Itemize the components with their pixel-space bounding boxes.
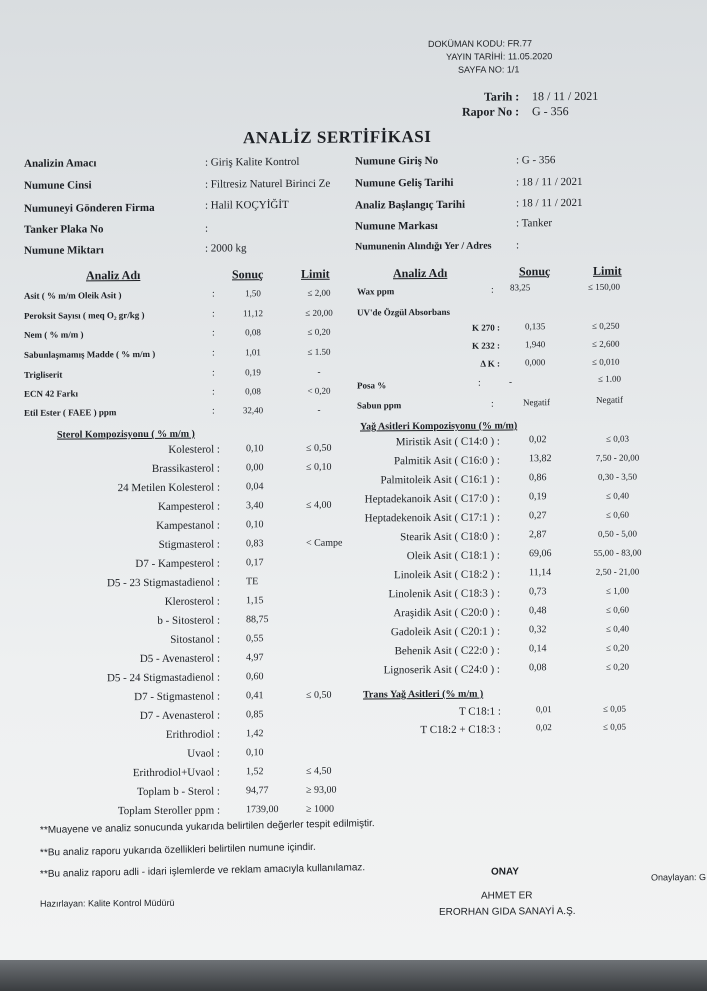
row-result: 0,02 — [529, 434, 547, 446]
row-limit: 0,50 - 5,00 — [598, 528, 637, 539]
row-result: 1,50 — [245, 288, 261, 299]
row-name: Sabun ppm — [357, 400, 402, 411]
row-name: Lignoserik Asit ( C24:0 ) : — [383, 663, 500, 677]
info-value: : 2000 kg — [205, 242, 247, 255]
row-result: TE — [246, 576, 259, 588]
row-result: 0,10 — [246, 747, 264, 759]
approval-heading: ONAY — [491, 866, 519, 878]
row-limit: ≤ 2,00 — [307, 287, 331, 298]
row-name: Stearik Asit ( C18:0 ) : — [400, 530, 500, 544]
row-limit: ≤ 0,60 — [606, 604, 629, 615]
row-result: 1,940 — [525, 339, 546, 350]
row-limit: ≤ 0,05 — [603, 721, 626, 732]
row-name: Klerosterol : — [164, 595, 220, 608]
row-limit: ≤ 4,50 — [306, 765, 332, 777]
row-name: Heptadekanoik Asit ( C17:0 ) : — [364, 492, 500, 506]
row-result: 0,14 — [529, 643, 547, 655]
row-limit: ≥ 93,00 — [306, 784, 337, 796]
row-result: 0,85 — [246, 709, 264, 721]
row-colon: : — [212, 405, 215, 417]
info-label: Numuneyi Gönderen Firma — [24, 201, 155, 215]
row-name: K 270 : — [472, 322, 500, 333]
row-result: 11,12 — [243, 308, 263, 319]
row-result: 0,135 — [525, 321, 546, 332]
date-label: Tarih : — [484, 89, 520, 104]
date-value: 18 / 11 / 2021 — [532, 88, 599, 104]
info-label: Numune Markası — [355, 219, 438, 233]
row-name: Linoleik Asit ( C18:2 ) : — [393, 568, 500, 582]
row-limit: ≤ 0,10 — [306, 461, 332, 473]
row-limit: 0,30 - 3,50 — [598, 471, 637, 482]
row-limit: ≥ 1000 — [306, 803, 334, 815]
row-name: Behenik Asit ( C22:0 ) : — [394, 644, 500, 658]
row-limit: < 0,20 — [307, 385, 331, 396]
row-name: Posa % — [357, 380, 387, 391]
row-result: 0,10 — [246, 519, 264, 531]
row-limit: < Campe — [306, 537, 343, 549]
row-result: 0,08 — [245, 386, 261, 397]
row-name: Erithrodiol : — [165, 728, 220, 741]
col-header-limit: Limit — [593, 263, 622, 278]
row-name: Palmitoleik Asit ( C16:1 ) : — [380, 473, 500, 487]
row-result: 0,00 — [246, 462, 264, 474]
row-colon: : — [212, 288, 215, 300]
row-name: Palmitik Asit ( C16:0 ) : — [393, 454, 500, 468]
signer-name: AHMET ER — [481, 890, 533, 902]
row-limit: ≤ 0,60 — [606, 509, 629, 520]
row-name: Sabunlaşmamış Madde ( % m/m ) — [24, 348, 156, 360]
row-name: Kampesterol : — [157, 500, 220, 513]
report-value: G - 356 — [532, 104, 569, 119]
col-header-limit: Limit — [301, 266, 330, 281]
row-limit: ≤ 0,40 — [606, 623, 629, 634]
row-name: Toplam Steroller ppm : — [117, 804, 220, 818]
row-result: 0,08 — [529, 662, 547, 674]
row-limit: ≤ 0,50 — [306, 689, 332, 701]
row-result: 1,01 — [245, 347, 261, 358]
report-label: Rapor No : — [462, 104, 520, 119]
row-colon: : — [491, 284, 494, 296]
page-title: ANALİZ SERTİFİKASI — [243, 126, 432, 148]
info-value: : — [516, 239, 520, 252]
row-name: Toplam b - Sterol : — [137, 785, 220, 799]
row-limit: ≤ 4,00 — [306, 499, 332, 511]
row-result: 83,25 — [510, 282, 531, 293]
row-result: Negatif — [523, 397, 550, 408]
info-value: : Halil KOÇYİĞİT — [205, 198, 289, 212]
row-name: Wax ppm — [357, 286, 395, 297]
row-name: Brassikasterol : — [151, 462, 220, 475]
info-label: Numune Geliş Tarihi — [355, 176, 454, 190]
info-value: : 18 / 11 / 2021 — [516, 196, 583, 210]
row-name: Sitostanol : — [170, 633, 220, 646]
fatty-acid-title: Yağ Asitleri Kompozisyonu (% m/m) — [360, 420, 518, 433]
uv-title: UV'de Özgül Absorbans — [357, 306, 451, 318]
row-limit: ≤ 2,600 — [592, 338, 620, 349]
row-result: 94,77 — [246, 785, 269, 797]
col-header-name: Analiz Adı — [86, 268, 141, 283]
row-limit: ≤ 0,20 — [606, 642, 629, 653]
row-result: 0,41 — [246, 690, 264, 702]
row-name: Heptadekenoik Asit ( C17:1 ) : — [364, 511, 500, 525]
doc-code: DOKÜMAN KODU: FR.77 — [428, 38, 533, 50]
row-result: 0,86 — [529, 472, 547, 484]
row-result: 0,27 — [529, 510, 547, 522]
row-limit: ≤ 0,05 — [603, 703, 626, 714]
row-limit: ≤ 1.00 — [598, 373, 621, 384]
row-limit: ≤ 0,250 — [592, 320, 620, 331]
row-colon: : — [478, 377, 481, 389]
row-result: 0,01 — [536, 704, 552, 715]
row-name: b - Sitosterol : — [157, 614, 220, 627]
row-colon: : — [491, 398, 494, 410]
row-limit: ≤ 0,50 — [306, 442, 332, 454]
row-colon: : — [212, 386, 215, 398]
row-result: 0,17 — [246, 557, 264, 569]
row-result: 4,97 — [246, 652, 264, 664]
info-label: Numunenin Alındığı Yer / Adres — [355, 240, 492, 253]
page-number: SAYFA NO: 1/1 — [458, 64, 520, 75]
row-result: - — [509, 376, 512, 387]
note-line: **Bu analiz raporu adli - idari işlemlerde ve reklam amacıyla kullanılamaz. — [39, 862, 366, 880]
row-limit: ≤ 1.50 — [307, 346, 331, 357]
row-name: Linolenik Asit ( C18:3 ) : — [388, 587, 500, 601]
row-result: 32,40 — [242, 405, 264, 416]
row-name: D7 - Avenasterol : — [139, 709, 220, 723]
row-result: 0,04 — [246, 481, 264, 493]
row-limit: Negatif — [596, 394, 623, 405]
col-header-name: Analiz Adı — [393, 265, 448, 281]
info-value: : Giriş Kalite Kontrol — [205, 155, 300, 169]
row-limit: 7,50 - 20,00 — [595, 452, 640, 463]
row-limit: ≤ 0,010 — [592, 356, 620, 367]
row-limit: ≤ 20,00 — [305, 307, 333, 318]
row-colon: : — [212, 308, 215, 320]
row-name: T C18:1 : — [459, 705, 501, 718]
row-name: Kampestanol : — [156, 519, 220, 532]
row-name: D5 - Avenasterol : — [139, 652, 220, 666]
info-label: Numune Miktarı — [24, 244, 104, 257]
row-limit: 55,00 - 83,00 — [593, 547, 642, 558]
row-name: Oleik Asit ( C18:1 ) : — [406, 549, 500, 563]
row-name: Δ K : — [480, 358, 500, 369]
row-result: 0,32 — [529, 624, 547, 636]
row-name: D5 - 24 Stigmastadienol : — [106, 671, 220, 685]
row-result: 0,55 — [246, 633, 264, 645]
row-result: 0,60 — [246, 671, 264, 683]
publish-date: YAYIN TARİHİ: 11.05.2020 — [446, 51, 553, 62]
row-limit: ≤ 150,00 — [588, 281, 620, 292]
row-result: 0,000 — [525, 357, 546, 368]
row-name: Araşidik Asit ( C20:0 ) : — [393, 606, 500, 620]
row-limit: ≤ 0,03 — [606, 433, 629, 444]
info-value: : Tanker — [516, 217, 552, 230]
row-name: Trigliserit — [24, 369, 63, 380]
prepared-by: Hazırlayan: Kalite Kontrol Müdürü — [40, 897, 175, 909]
row-colon: : — [212, 327, 215, 339]
row-name: T C18:2 + C18:3 : — [420, 723, 501, 737]
approver-label: Onaylayan: G — [651, 872, 707, 883]
info-label: Numune Giriş No — [355, 154, 439, 168]
row-result: 3,40 — [246, 500, 264, 512]
info-label: Analiz Başlangıç Tarihi — [355, 198, 466, 212]
row-limit: 2,50 - 21,00 — [595, 566, 640, 577]
row-name: Asit ( % m/m Oleik Asit ) — [24, 290, 122, 301]
row-colon: : — [212, 367, 215, 379]
row-result: 1,42 — [246, 728, 264, 740]
row-name: Nem ( % m/m ) — [24, 329, 84, 340]
row-name: Uvaol : — [187, 747, 220, 760]
row-name: Erithrodiol+Uvaol : — [132, 766, 220, 780]
row-name: ECN 42 Farkı — [24, 388, 78, 399]
row-result: 88,75 — [246, 614, 269, 626]
row-result: 0,08 — [245, 327, 261, 338]
row-limit: ≤ 0,20 — [606, 661, 629, 672]
row-limit: - — [317, 366, 321, 377]
row-result: 1,52 — [246, 766, 264, 778]
col-header-result: Sonuç — [232, 267, 264, 282]
row-result: 0,02 — [536, 722, 552, 733]
row-result: 0,73 — [529, 586, 547, 598]
row-name: Peroksit Sayısı ( meq O₂ gr/kg ) — [24, 309, 145, 321]
col-header-result: Sonuç — [519, 264, 551, 279]
row-limit: - — [317, 404, 321, 415]
row-name: D5 - 23 Stigmastadienol : — [106, 576, 220, 590]
row-name: Miristik Asit ( C14:0 ) : — [395, 435, 500, 449]
row-result: 0,10 — [246, 443, 264, 455]
row-name: Gadoleik Asit ( C20:1 ) : — [390, 625, 500, 639]
row-result: 1,15 — [246, 595, 264, 607]
sterol-title: Sterol Kompozisyonu ( % m/m ) — [57, 428, 195, 441]
row-name: Etil Ester ( FAEE ) ppm — [24, 407, 117, 418]
company-name: ERORHAN GIDA SANAYİ A.Ş. — [439, 905, 576, 918]
info-label: Analizin Amacı — [24, 157, 97, 170]
row-name: Stigmasterol : — [158, 538, 220, 551]
info-label: Tanker Plaka No — [24, 223, 104, 236]
info-value: : G - 356 — [516, 154, 556, 167]
row-limit: ≤ 0,40 — [606, 490, 629, 501]
row-result: 69,06 — [529, 548, 552, 560]
page-shadow — [0, 960, 707, 991]
info-value: : Filtresiz Naturel Birinci Ze — [205, 177, 331, 191]
row-result: 13,82 — [529, 453, 552, 465]
row-result: 11,14 — [529, 567, 552, 579]
note-line: **Bu analiz raporu yukarıda özellikleri belirtilen numune içindir. — [39, 841, 316, 859]
info-label: Numune Cinsi — [24, 179, 92, 192]
row-limit: ≤ 0,20 — [307, 326, 331, 337]
row-name: 24 Metilen Kolesterol : — [117, 481, 220, 495]
row-result: 0,48 — [529, 605, 547, 617]
note-line: **Muayene ve analiz sonucunda yukarıda belirtilen değerler tespit edilmiştir. — [39, 818, 375, 837]
row-result: 0,83 — [246, 538, 264, 550]
row-name: Kolesterol : — [168, 443, 220, 456]
row-result: 0,19 — [245, 367, 261, 378]
row-limit: ≤ 1,00 — [606, 585, 629, 596]
trans-fat-title: Trans Yağ Asitleri (% m/m ) — [363, 688, 484, 701]
row-name: K 232 : — [472, 340, 500, 351]
row-name: D7 - Stigmastenol : — [134, 690, 220, 704]
row-result: 1739,00 — [246, 804, 279, 816]
row-result: 0,19 — [529, 491, 547, 503]
row-name: D7 - Kampesterol : — [135, 557, 220, 571]
row-colon: : — [212, 347, 215, 359]
row-result: 2,87 — [529, 529, 547, 541]
info-value: : 18 / 11 / 2021 — [516, 175, 583, 189]
info-value: : — [205, 222, 209, 235]
